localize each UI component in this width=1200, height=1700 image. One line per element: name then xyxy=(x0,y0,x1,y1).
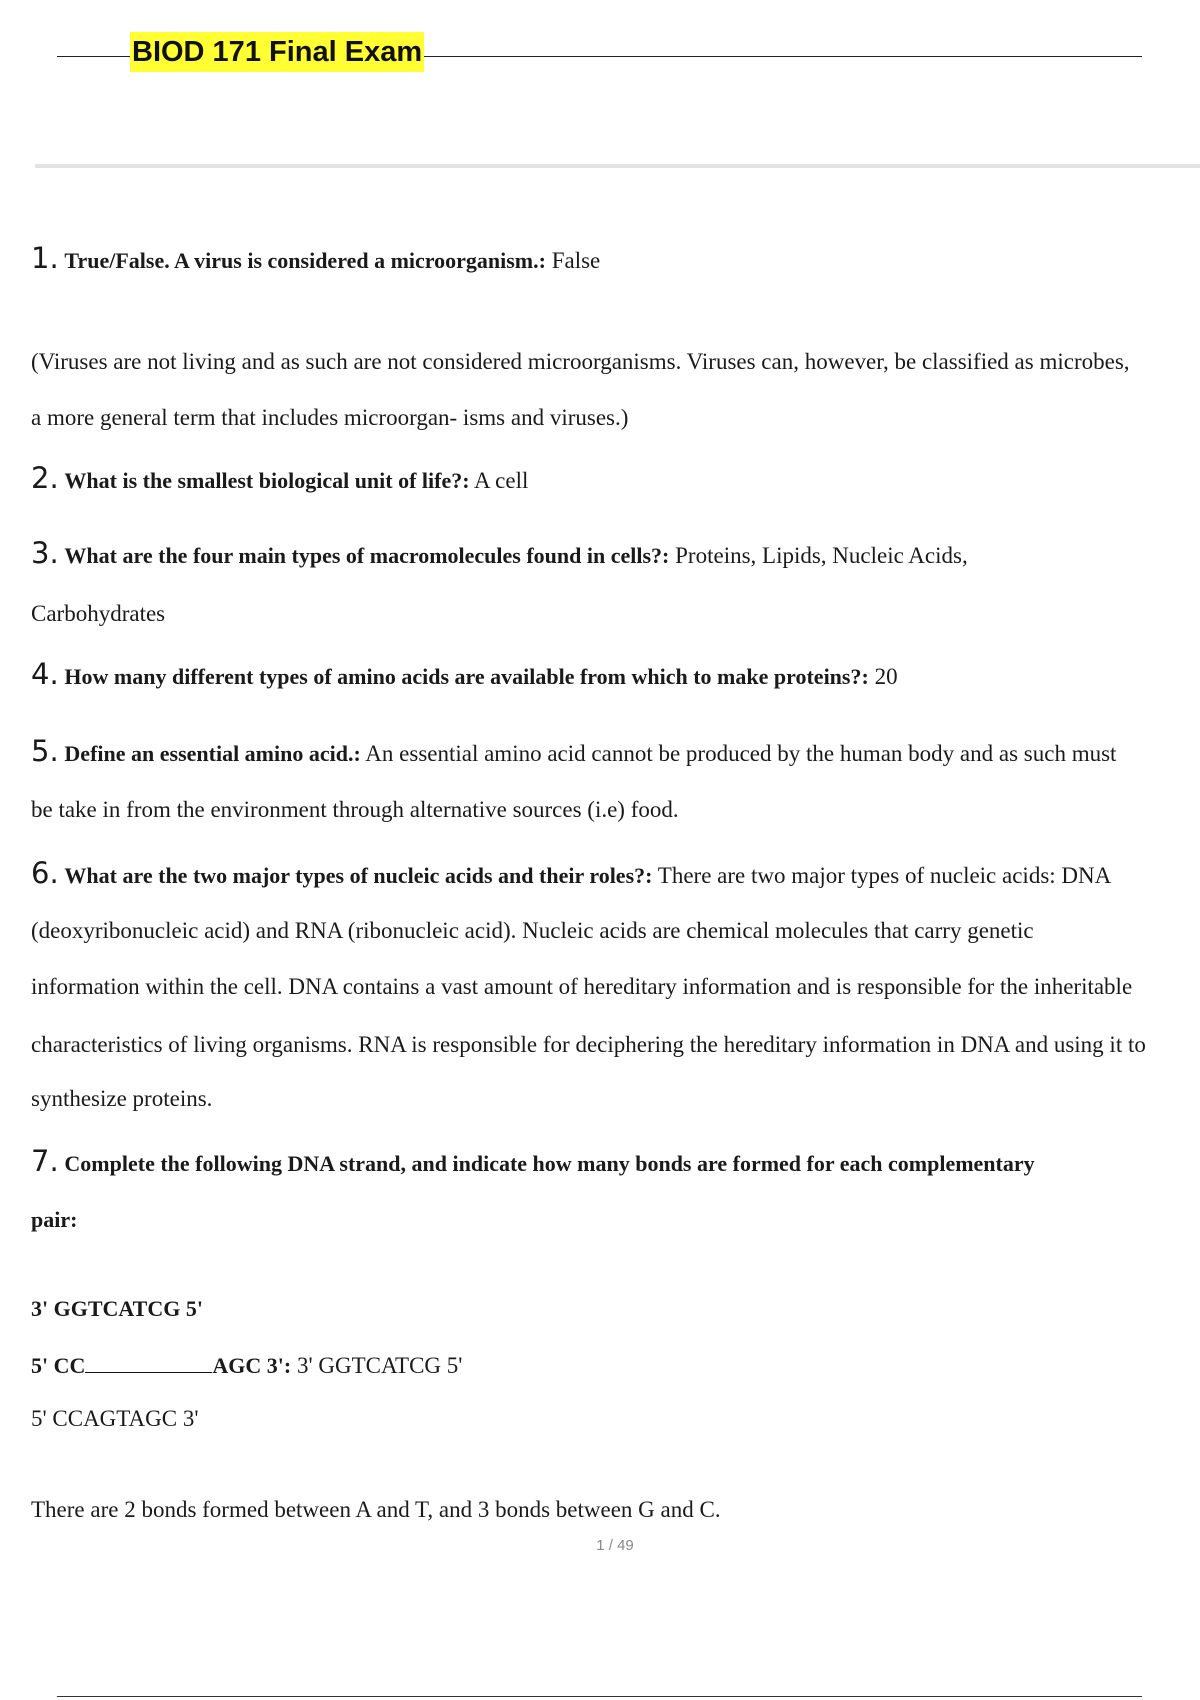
question-text: Define an essential amino acid.: xyxy=(64,741,361,766)
question-number: 2. xyxy=(31,461,59,495)
strand-suffix: AGC 3': xyxy=(212,1353,292,1378)
answer-text: An essential amino acid cannot be produced by the human body and as such must xyxy=(360,741,1117,766)
dna-strand: 3' GGTCATCG 5' xyxy=(31,1296,203,1321)
question-text: How many different types of amino acids are available from which to make proteins?: xyxy=(64,664,869,689)
answer-continuation: information within the cell. DNA contains a vast amount of hereditary information and is responsible for the inheritable xyxy=(31,974,1133,999)
question-6 xyxy=(31,858,1111,891)
question-3 xyxy=(31,538,968,571)
page-number: 1 / 49 xyxy=(596,1537,634,1554)
question-text: What are the two major types of nucleic acids and their roles?: xyxy=(64,863,653,888)
question-7 xyxy=(31,1146,1035,1179)
bond-explanation: There are 2 bonds formed between A and T, and 3 bonds between G and C. xyxy=(31,1497,721,1522)
answer-continuation: be take in from the environment through alternative sources (i.e) food. xyxy=(31,797,679,822)
question-text: What is the smallest biological unit of life?: xyxy=(64,468,470,493)
question-2 xyxy=(31,463,528,496)
answer-text: There are two major types of nucleic acids: DNA xyxy=(652,863,1112,888)
strand-prefix: 5' CC xyxy=(31,1353,86,1378)
explanation-line: (Viruses are not living and as such are not considered microorganisms. Viruses can, however, be classified as microbes, xyxy=(31,349,1130,374)
question-number: 7. xyxy=(31,1144,59,1178)
answer-text: Proteins, Lipids, Nucleic Acids, xyxy=(669,543,968,568)
question-1 xyxy=(31,243,600,276)
answer-continuation: synthesize proteins. xyxy=(31,1086,213,1111)
answer-strand: 5' CCAGTAGC 3' xyxy=(31,1406,199,1431)
answer-text: 20 xyxy=(868,664,898,689)
document-title: BIOD 171 Final Exam xyxy=(130,32,424,72)
answer-text: 3' GGTCATCG 5' xyxy=(291,1353,463,1378)
question-text: What are the four main types of macromolecules found in cells?: xyxy=(64,543,670,568)
question-number: 3. xyxy=(31,536,59,570)
answer-text: A cell xyxy=(469,468,529,493)
question-text: Complete the following DNA strand, and indicate how many bonds are formed for each complementary xyxy=(64,1151,1035,1176)
question-5 xyxy=(31,736,1116,769)
answer-continuation: (deoxyribonucleic acid) and RNA (ribonucleic acid). Nucleic acids are chemical molecules that carry genetic xyxy=(31,918,1034,943)
question-text-continuation: pair: xyxy=(31,1207,78,1232)
question-number: 4. xyxy=(31,657,59,691)
answer-text: False xyxy=(545,248,601,273)
question-number: 5. xyxy=(31,734,59,768)
section-divider xyxy=(35,164,1200,168)
answer-continuation: characteristics of living organisms. RNA is responsible for deciphering the hereditary information in DNA and using it to xyxy=(31,1032,1146,1057)
question-number: 6. xyxy=(31,856,59,890)
question-4 xyxy=(31,659,898,692)
footer-rule xyxy=(57,1696,1142,1697)
explanation-line: a more general term that includes microorgan- isms and viruses.) xyxy=(31,405,629,430)
question-text: True/False. A virus is considered a microorganism.: xyxy=(64,248,546,273)
header xyxy=(57,30,1142,74)
answer-continuation: Carbohydrates xyxy=(31,601,166,626)
fill-in-blank xyxy=(85,1350,212,1373)
dna-complement-line xyxy=(31,1350,462,1381)
question-number: 1. xyxy=(31,241,59,275)
